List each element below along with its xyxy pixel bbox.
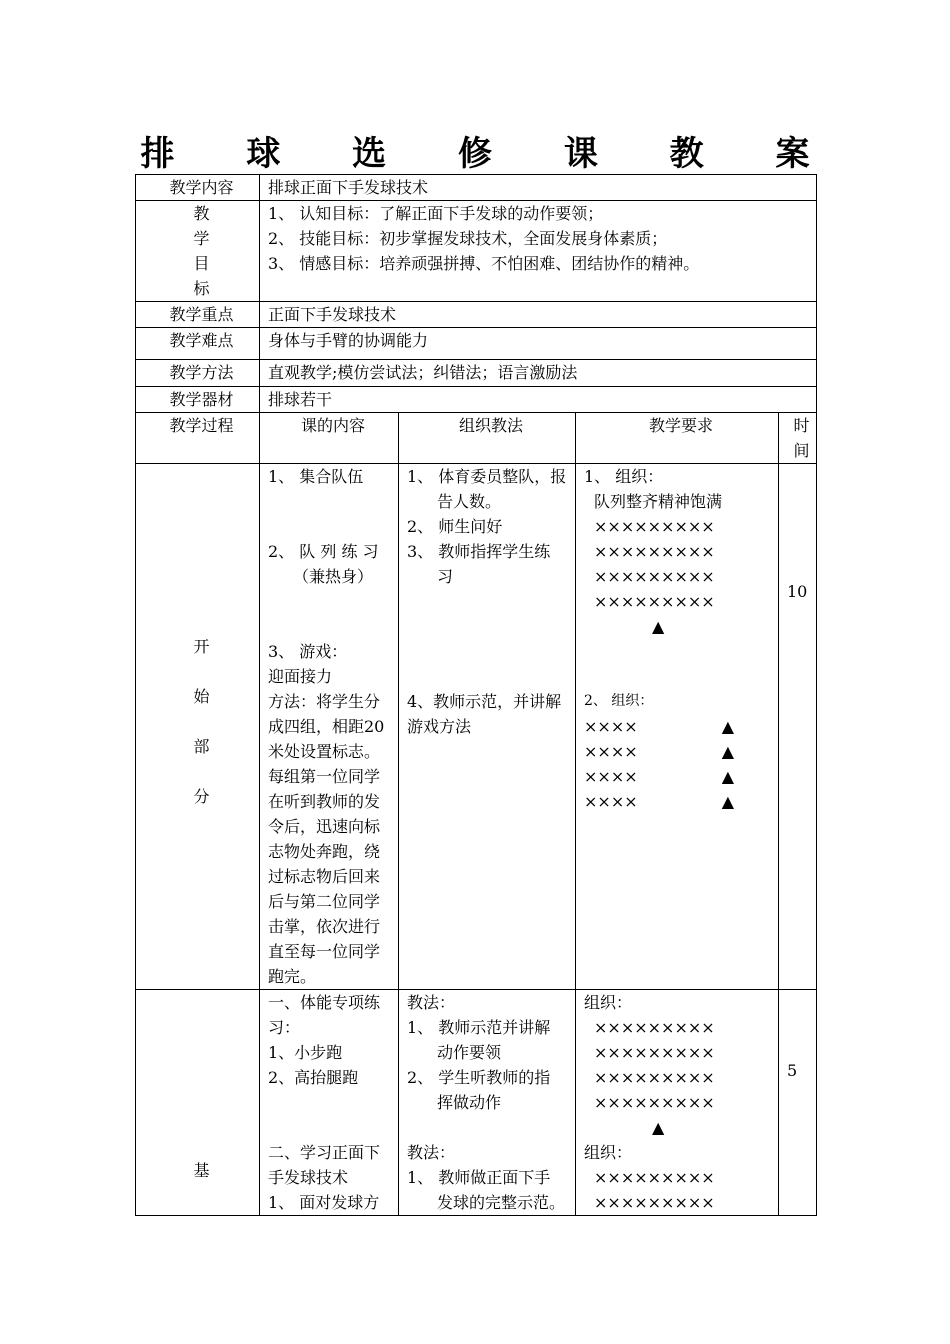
header-require: 教学要求	[576, 413, 779, 464]
row-header	[136, 413, 817, 464]
formation-row: ×××××××××	[594, 1043, 715, 1062]
label-basic: 基	[136, 990, 260, 1216]
basic-organize: 教法： 1、 教师示范并讲解 动作要领 2、 学生听教师的指 挥做动作 教法： 1、 教师做正面下手 发球的完整示范。	[399, 990, 576, 1216]
basic-content: 一、体能专项练 习： 1、小步跑 2、高抬腿跑 二、学习正面下 手发球技术 1、 面对发球方	[260, 990, 399, 1216]
row-equipment	[136, 387, 817, 413]
goal-item: 3、 情感目标：培养顽强拼搏、不怕困难、团结协作的精神。	[268, 254, 700, 273]
label-method: 教学方法	[136, 360, 260, 387]
label-difficulty: 教学难点	[136, 328, 260, 360]
formation-row: ×××××××××	[594, 1068, 715, 1087]
row-method	[136, 360, 817, 387]
formation-row: ×××××××××	[594, 542, 715, 561]
teacher-marker-icon: ▲	[652, 1118, 665, 1137]
label-goals: 教 学 目 标	[136, 201, 260, 302]
row-start-section	[136, 464, 817, 990]
start-require: 1、 组织： 队列整齐精神饱满 ××××××××× ××××××××× ××××××××× ××××××××× ▲ 2、 组织： ×××× ▲ ×××× ▲ ×××× ▲ ×××× ▲	[576, 464, 779, 990]
goal-item: 1、 认知目标：了解正面下手发球的动作要领；	[268, 204, 604, 223]
group-row: ×××× ▲	[584, 742, 734, 761]
group-row: ×××× ▲	[584, 717, 734, 736]
goals-list	[260, 201, 817, 302]
formation-row: ×××××××××	[594, 1193, 715, 1212]
start-time: 10	[779, 464, 817, 990]
label-content: 教学内容	[136, 175, 260, 201]
formation-row: ×××××××××	[594, 1093, 715, 1112]
basic-require: 组织： ××××××××× ××××××××× ××××××××× ××××××××× ▲ 组织： ××××××××× ×××××××××	[576, 990, 779, 1216]
value-difficulty: 身体与手臂的协调能力	[260, 328, 817, 360]
group-row: ×××× ▲	[584, 792, 734, 811]
label-start: 开 始 部 分	[136, 464, 260, 990]
label-equipment: 教学器材	[136, 387, 260, 413]
row-difficulty	[136, 328, 817, 360]
value-method: 直观教学;模仿尝试法；纠错法；语言激励法	[260, 360, 817, 387]
group-row: ×××× ▲	[584, 767, 734, 786]
teacher-marker-icon: ▲	[652, 617, 665, 636]
row-key	[136, 302, 817, 328]
header-time: 时 间	[779, 413, 817, 464]
row-content	[136, 175, 817, 201]
header-process: 教学过程	[136, 413, 260, 464]
start-content: 1、 集合队伍 2、 队 列 练 习 （兼热身） 3、 游戏： 迎面接力 方法：将学生分 成四组，相距20 米处设置标志。 每组第一位同学 在听到教师的发 令后，迅速向标 志物处奔跑，绕 过标志物后回来 后与第二位同学 击掌，依次进行 直至每一位同学 跑完。	[260, 464, 399, 990]
formation-row: ×××××××××	[594, 517, 715, 536]
page-title: 排 球 选 修 课 教 案	[140, 134, 840, 174]
goal-item: 2、 技能目标：初步掌握发球技术，全面发展身体素质；	[268, 229, 668, 248]
value-equipment: 排球若干	[260, 387, 817, 413]
formation-row: ×××××××××	[594, 1018, 715, 1037]
basic-time: 5	[779, 990, 817, 1216]
label-key: 教学重点	[136, 302, 260, 328]
formation-row: ×××××××××	[594, 567, 715, 586]
formation-row: ×××××××××	[594, 1168, 715, 1187]
lesson-plan-table	[135, 174, 817, 1216]
row-basic-section	[136, 990, 817, 1216]
value-content: 排球正面下手发球技术	[260, 175, 817, 201]
start-organize: 1、 体育委员整队，报 告人数。 2、 师生问好 3、 教师指挥学生练 习 4、教师示范，并讲解 游戏方法	[399, 464, 576, 990]
value-key: 正面下手发球技术	[260, 302, 817, 328]
header-organize: 组织教法	[399, 413, 576, 464]
row-goals	[136, 201, 817, 302]
formation-row: ×××××××××	[594, 592, 715, 611]
header-content: 课的内容	[260, 413, 399, 464]
